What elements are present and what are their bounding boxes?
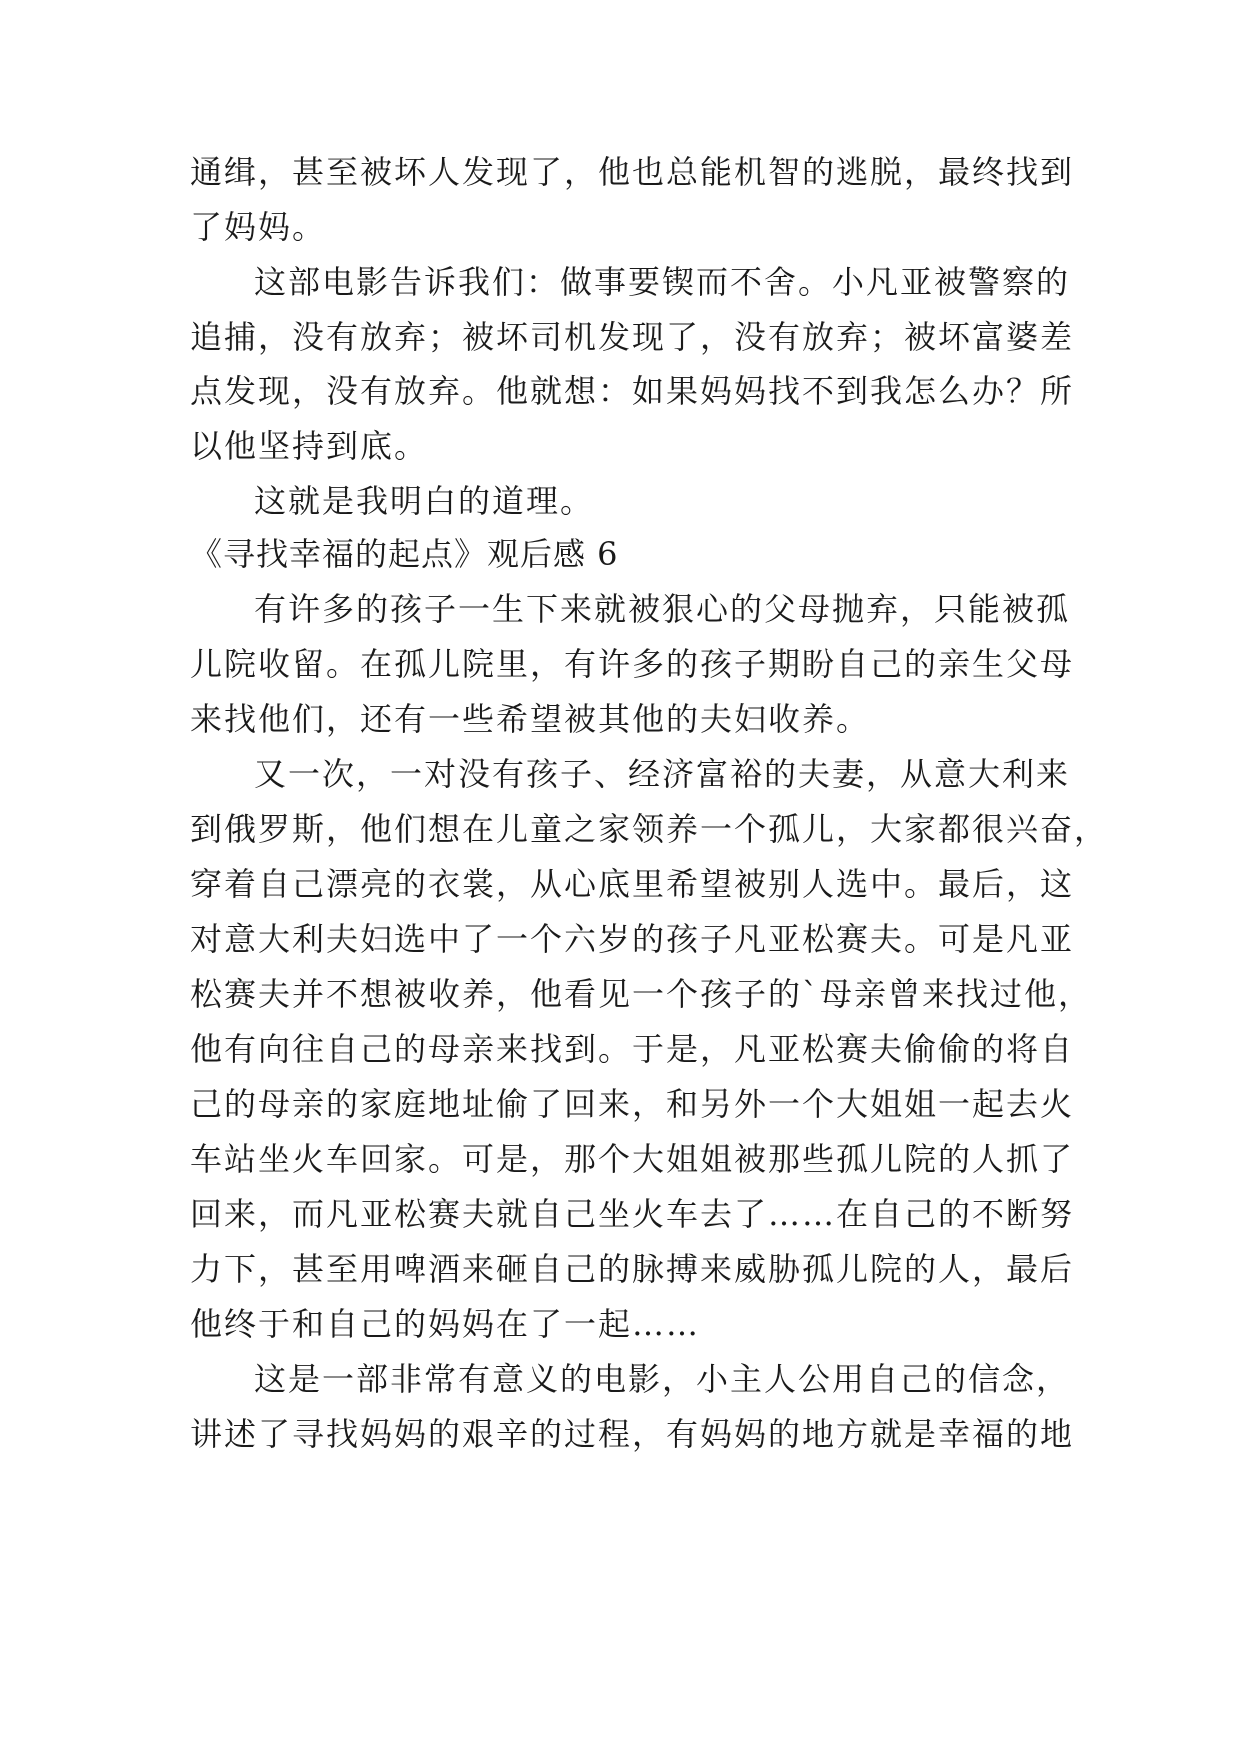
text-line: 他有向往自己的母亲来找到。于是，凡亚松赛夫偷偷的将自 (190, 1030, 1075, 1068)
text-line: 点发现，没有放弃。他就想：如果妈妈找不到我怎么办？所 (190, 372, 1075, 410)
text-line: 穿着自己漂亮的衣裳，从心底里希望被别人选中。最后，这 (190, 865, 1075, 903)
text-line: 对意大利夫妇选中了一个六岁的孩子凡亚松赛夫。可是凡亚 (190, 920, 1075, 958)
paragraph-start-line: 这就是我明白的道理。 (254, 482, 595, 520)
text-line: 己的母亲的家庭地址偷了回来，和另外一个大姐姐一起去火 (190, 1085, 1075, 1123)
text-line: 来找他们，还有一些希望被其他的夫妇收养。 (190, 700, 871, 738)
paragraph-start-line: 又一次，一对没有孩子、经济富裕的夫妻，从意大利来 (254, 755, 1071, 793)
section-heading: 《寻找幸福的起点》观后感 6 (190, 535, 619, 573)
text-line: 到俄罗斯，他们想在儿童之家领养一个孤儿，大家都很兴奋， (190, 810, 1109, 848)
text-line: 他终于和自己的妈妈在了一起…… (190, 1305, 701, 1343)
paragraph-start-line: 这部电影告诉我们：做事要锲而不舍。小凡亚被警察的 (254, 263, 1071, 301)
text-line: 以他坚持到底。 (190, 427, 429, 465)
text-line: 通缉，甚至被坏人发现了，他也总能机智的逃脱，最终找到 (190, 153, 1075, 191)
text-line: 回来，而凡亚松赛夫就自己坐火车去了……在自己的不断努 (190, 1195, 1075, 1233)
paragraph-start-line: 有许多的孩子一生下来就被狠心的父母抛弃，只能被孤 (254, 590, 1071, 628)
text-line: 讲述了寻找妈妈的艰辛的过程，有妈妈的地方就是幸福的地 (190, 1415, 1075, 1453)
text-line: 儿院收留。在孤儿院里，有许多的孩子期盼自己的亲生父母 (190, 645, 1075, 683)
text-line: 松赛夫并不想被收养，他看见一个孩子的`母亲曾来找过他， (190, 975, 1093, 1013)
text-line: 车站坐火车回家。可是，那个大姐姐被那些孤儿院的人抓了 (190, 1140, 1075, 1178)
text-line: 追捕，没有放弃；被坏司机发现了，没有放弃；被坏富婆差 (190, 318, 1075, 356)
paragraph-start-line: 这是一部非常有意义的电影，小主人公用自己的信念， (254, 1360, 1071, 1398)
text-line: 力下，甚至用啤酒来砸自己的脉搏来威胁孤儿院的人，最后 (190, 1250, 1075, 1288)
text-line: 了妈妈。 (190, 208, 327, 246)
